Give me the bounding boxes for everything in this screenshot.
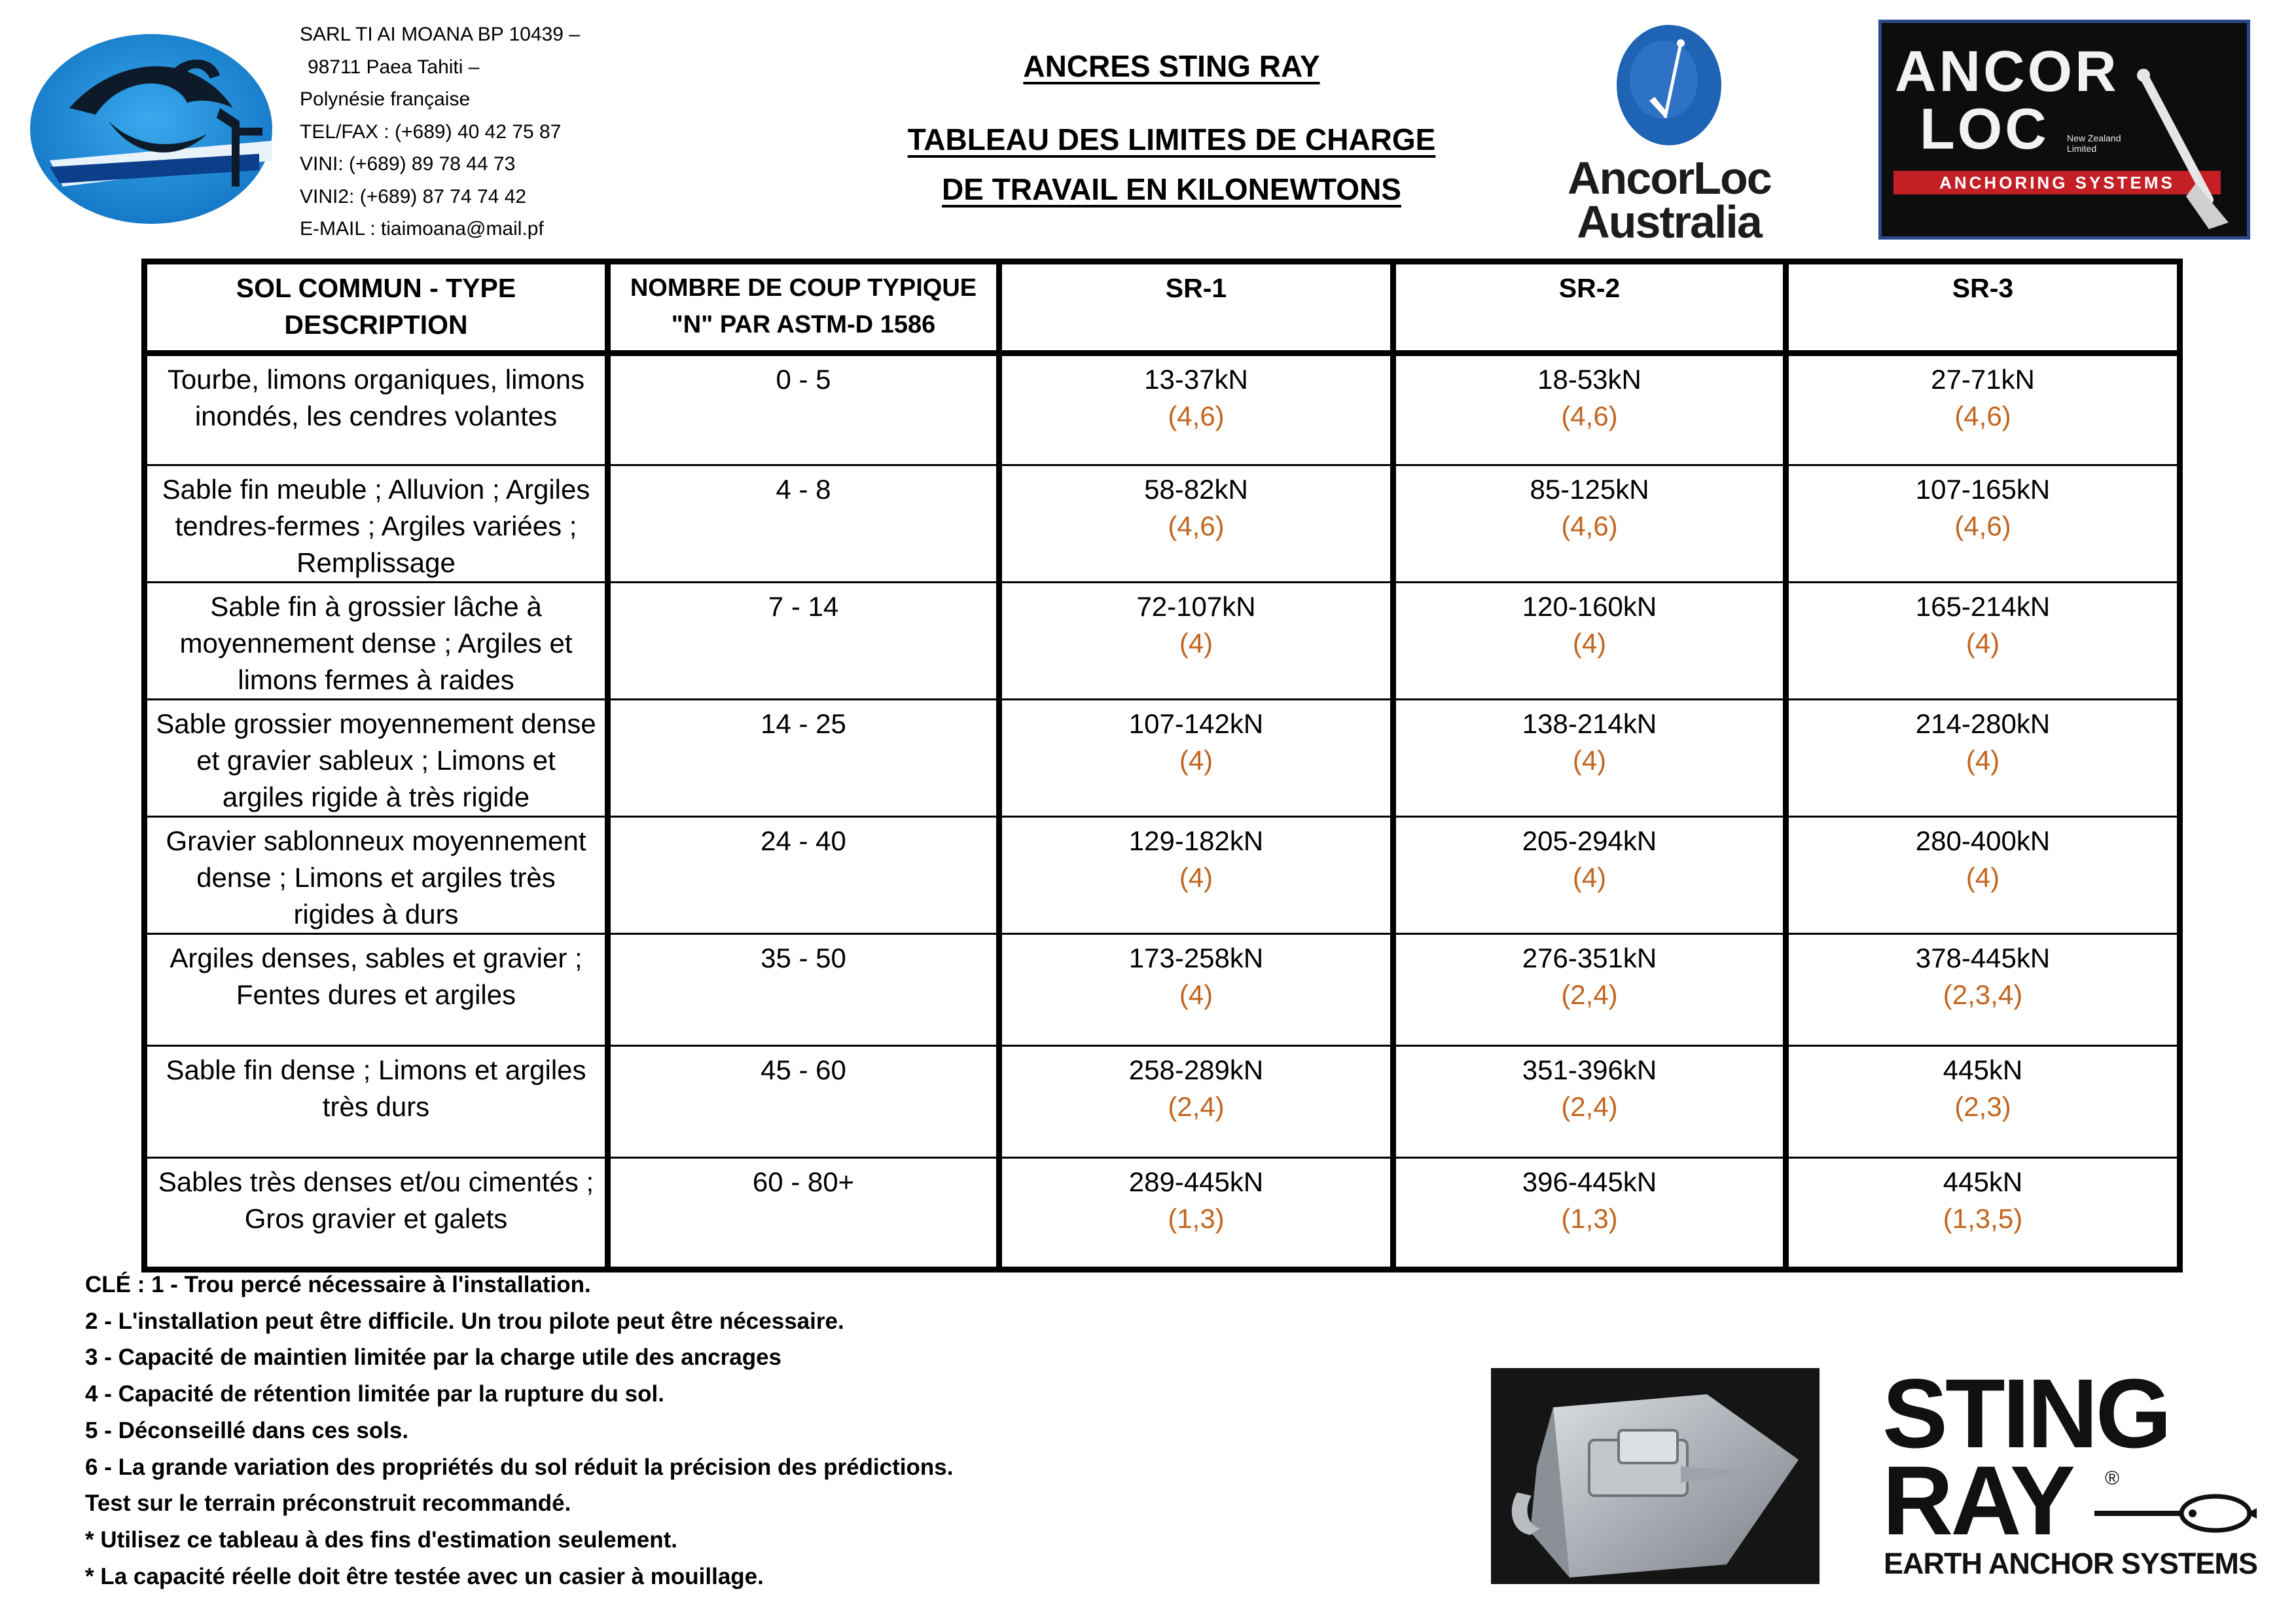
sr3-note: (4) [1965, 628, 2000, 659]
soil-description: Gravier sablonneux moyennement dense ; Limons et argiles très rigides à durs [145, 817, 608, 934]
sr2-note: (4,6) [1561, 511, 1618, 541]
sr2-note: (2,4) [1561, 1091, 1618, 1122]
sr3-cell [1786, 465, 2180, 583]
stingray-logo-line1: STING [1882, 1358, 2170, 1468]
sr3-note: (4,6) [1954, 511, 2011, 541]
sr2-note: (4,6) [1561, 401, 1618, 431]
sr3-cell [1786, 934, 2180, 1046]
sr2-note: (4) [1572, 628, 1607, 659]
stingray-anchor-icon [2094, 1487, 2258, 1540]
company-info [300, 18, 653, 245]
header-blow-count: NOMBRE DE COUP TYPIQUE "N" PAR ASTM-D 1586 [608, 262, 999, 353]
stingray-logo-line2: RAY [1882, 1445, 2073, 1555]
sr1-value: 107-142kN [1128, 708, 1264, 739]
sr3-value: 27-71kN [1931, 364, 2035, 395]
header-sr2: SR-2 [1393, 262, 1786, 353]
company-line: Polynésie française [300, 88, 471, 110]
ancorloc-logo-line2: Australia [1577, 196, 1761, 247]
sr1-cell [999, 700, 1393, 817]
sr1-value: 289-445kN [1128, 1166, 1264, 1197]
company-phone-vini2: VINI2: (+689) 87 74 74 42 [300, 185, 527, 208]
sr2-cell [1393, 1046, 1786, 1158]
sr3-value: 214-280kN [1915, 708, 2051, 739]
sr3-cell [1786, 1158, 2180, 1270]
company-line: 98711 Paea Tahiti – [308, 56, 480, 78]
sr2-note: (4) [1572, 862, 1607, 893]
sr1-value: 258-289kN [1128, 1055, 1264, 1085]
sr1-note: (1,3) [1168, 1203, 1225, 1234]
sr3-cell [1786, 583, 2180, 700]
legend-key [85, 1267, 1132, 1595]
sr1-cell [999, 353, 1393, 465]
sr2-cell [1393, 1158, 1786, 1270]
sr1-cell [999, 1158, 1393, 1270]
blow-count: 60 - 80+ [608, 1158, 999, 1270]
sr1-value: 173-258kN [1128, 943, 1264, 973]
table-row [145, 465, 2180, 583]
header-sr1: SR-1 [999, 262, 1393, 353]
blow-count: 14 - 25 [608, 700, 999, 817]
sr1-note: (4,6) [1168, 511, 1225, 541]
ancorloc-nz-small: New Zealand Limited [2067, 133, 2121, 154]
legend-item: 2 - L'installation peut être difficile. Un trou pilote peut être nécessaire. [85, 1308, 844, 1334]
sr1-note: (4) [1179, 862, 1213, 893]
sr3-note: (4) [1965, 862, 2000, 893]
sr2-note: (4) [1572, 745, 1607, 776]
ancorloc-nz-bar: ANCHORING SYSTEMS [1893, 171, 2221, 194]
header-soil-type: SOL COMMUN - TYPE DESCRIPTION [145, 262, 608, 353]
table-row [145, 1158, 2180, 1270]
sr3-cell [1786, 817, 2180, 934]
sr2-value: 18-53kN [1537, 364, 1641, 395]
legend-item: 3 - Capacité de maintien limitée par la charge utile des ancrages [85, 1344, 782, 1371]
sr3-value: 280-400kN [1915, 825, 2051, 856]
sr2-value: 276-351kN [1522, 943, 1657, 973]
page-subtitle-line2: DE TRAVAIL EN KILONEWTONS [942, 172, 1401, 206]
soil-description: Sable fin meuble ; Alluvion ; Argiles tendres-fermes ; Argiles variées ; Remplissage [145, 465, 608, 583]
anchor-tool-icon [2130, 69, 2242, 232]
sr2-cell [1393, 934, 1786, 1046]
stingray-registered-mark: ® [2105, 1468, 2120, 1489]
sr1-cell [999, 817, 1393, 934]
sr2-cell [1393, 700, 1786, 817]
blow-count: 0 - 5 [608, 353, 999, 465]
sr1-cell [999, 465, 1393, 583]
table-row [145, 583, 2180, 700]
sr2-value: 396-445kN [1522, 1166, 1657, 1197]
sr2-value: 205-294kN [1522, 825, 1657, 856]
sr2-value: 85-125kN [1530, 474, 1649, 505]
blow-count: 24 - 40 [608, 817, 999, 934]
soil-description: Sable fin dense ; Limons et argiles très durs [145, 1046, 608, 1158]
sr2-cell [1393, 353, 1786, 465]
sr3-cell [1786, 700, 2180, 817]
sr3-value: 445kN [1943, 1166, 2023, 1197]
ancorloc-globe-icon [1604, 20, 1734, 151]
sr3-note: (4) [1965, 745, 2000, 776]
legend-item: Test sur le terrain préconstruit recommandé. [85, 1490, 571, 1517]
company-phone-vini: VINI: (+689) 89 78 44 73 [300, 153, 516, 175]
blow-count: 35 - 50 [608, 934, 999, 1046]
legend-item: * Utilisez ce tableau à des fins d'estimation seulement. [85, 1526, 677, 1553]
sr3-cell [1786, 353, 2180, 465]
sr1-value: 13-37kN [1144, 364, 1248, 395]
ancorloc-new-zealand-logo [1878, 20, 2250, 240]
soil-description: Tourbe, limons organiques, limons inondés, les cendres volantes [145, 353, 608, 465]
blow-count: 4 - 8 [608, 465, 999, 583]
soil-description: Argiles denses, sables et gravier ; Fentes dures et argiles [145, 934, 608, 1046]
load-limits-table [141, 259, 2183, 1272]
sr2-value: 120-160kN [1522, 591, 1657, 622]
sr2-value: 351-396kN [1522, 1055, 1657, 1085]
sr1-value: 129-182kN [1128, 825, 1264, 856]
page-title: ANCRES STING RAY [1023, 49, 1320, 83]
sr1-note: (4,6) [1168, 401, 1225, 431]
tiai-moana-logo [24, 29, 279, 229]
sr2-cell [1393, 817, 1786, 934]
sr3-cell [1786, 1046, 2180, 1158]
sr1-note: (4) [1179, 745, 1213, 776]
company-phone-fax: TEL/FAX : (+689) 40 42 75 87 [300, 120, 562, 143]
ancorloc-nz-line2: LOC [1920, 96, 2049, 161]
table-row [145, 353, 2180, 465]
sr1-note: (4) [1179, 628, 1213, 659]
blow-count: 7 - 14 [608, 583, 999, 700]
sr1-cell [999, 583, 1393, 700]
table-row [145, 934, 2180, 1046]
ancorloc-nz-line1: ANCOR [1895, 39, 2119, 103]
stingray-logo [1878, 1358, 2258, 1585]
table-row [145, 817, 2180, 934]
table-header-row [145, 262, 2180, 353]
sr2-value: 138-214kN [1522, 708, 1657, 739]
stingray-logo-subtitle: EARTH ANCHOR SYSTEMS [1884, 1547, 2257, 1580]
ancorloc-logo-line1: AncorLoc [1568, 153, 1771, 204]
sr3-note: (2,3) [1954, 1091, 2011, 1122]
legend-item: 6 - La grande variation des propriétés du sol réduit la précision des prédictions. [85, 1454, 954, 1480]
sr3-value: 107-165kN [1915, 474, 2051, 505]
sr3-note: (4,6) [1954, 401, 2011, 431]
sr1-note: (4) [1179, 979, 1213, 1010]
anchor-product-photo [1491, 1368, 1820, 1584]
sr3-value: 165-214kN [1915, 591, 2051, 622]
soil-description: Sables très denses et/ou cimentés ; Gros gravier et galets [145, 1158, 608, 1270]
sr2-cell [1393, 465, 1786, 583]
legend-item: * La capacité réelle doit être testée avec un casier à mouillage. [85, 1563, 764, 1589]
sr1-value: 72-107kN [1136, 591, 1256, 622]
sr1-note: (2,4) [1168, 1091, 1225, 1122]
sr2-note: (1,3) [1561, 1203, 1618, 1234]
company-email: E-MAIL : tiaimoana@mail.pf [300, 218, 544, 240]
soil-description: Sable fin à grossier lâche à moyennement dense ; Argiles et limons fermes à raides [145, 583, 608, 700]
sr2-note: (2,4) [1561, 979, 1618, 1010]
table-row [145, 700, 2180, 817]
header-sr3: SR-3 [1786, 262, 2180, 353]
sr3-note: (1,3,5) [1943, 1203, 2023, 1234]
soil-description: Sable grossier moyennement dense et gravier sableux ; Limons et argiles rigide à très rigide [145, 700, 608, 817]
sr3-value: 445kN [1943, 1055, 2023, 1085]
sr1-value: 58-82kN [1144, 474, 1248, 505]
sr1-cell [999, 934, 1393, 1046]
legend-item: CLÉ : 1 - Trou percé nécessaire à l'installation. [85, 1272, 591, 1297]
sr1-cell [999, 1046, 1393, 1158]
legend-item: 5 - Déconseillé dans ces sols. [85, 1417, 409, 1443]
table-row [145, 1046, 2180, 1158]
sr3-value: 378-445kN [1915, 943, 2051, 973]
blow-count: 45 - 60 [608, 1046, 999, 1158]
company-line: SARL TI AI MOANA BP 10439 – [300, 24, 581, 45]
ancorloc-australia-logo [1568, 20, 1784, 247]
sr3-note: (2,3,4) [1943, 979, 2023, 1010]
sr2-cell [1393, 583, 1786, 700]
page-subtitle-line1: TABLEAU DES LIMITES DE CHARGE [907, 122, 1436, 156]
legend-item: 4 - Capacité de rétention limitée par la rupture du sol. [85, 1381, 664, 1407]
